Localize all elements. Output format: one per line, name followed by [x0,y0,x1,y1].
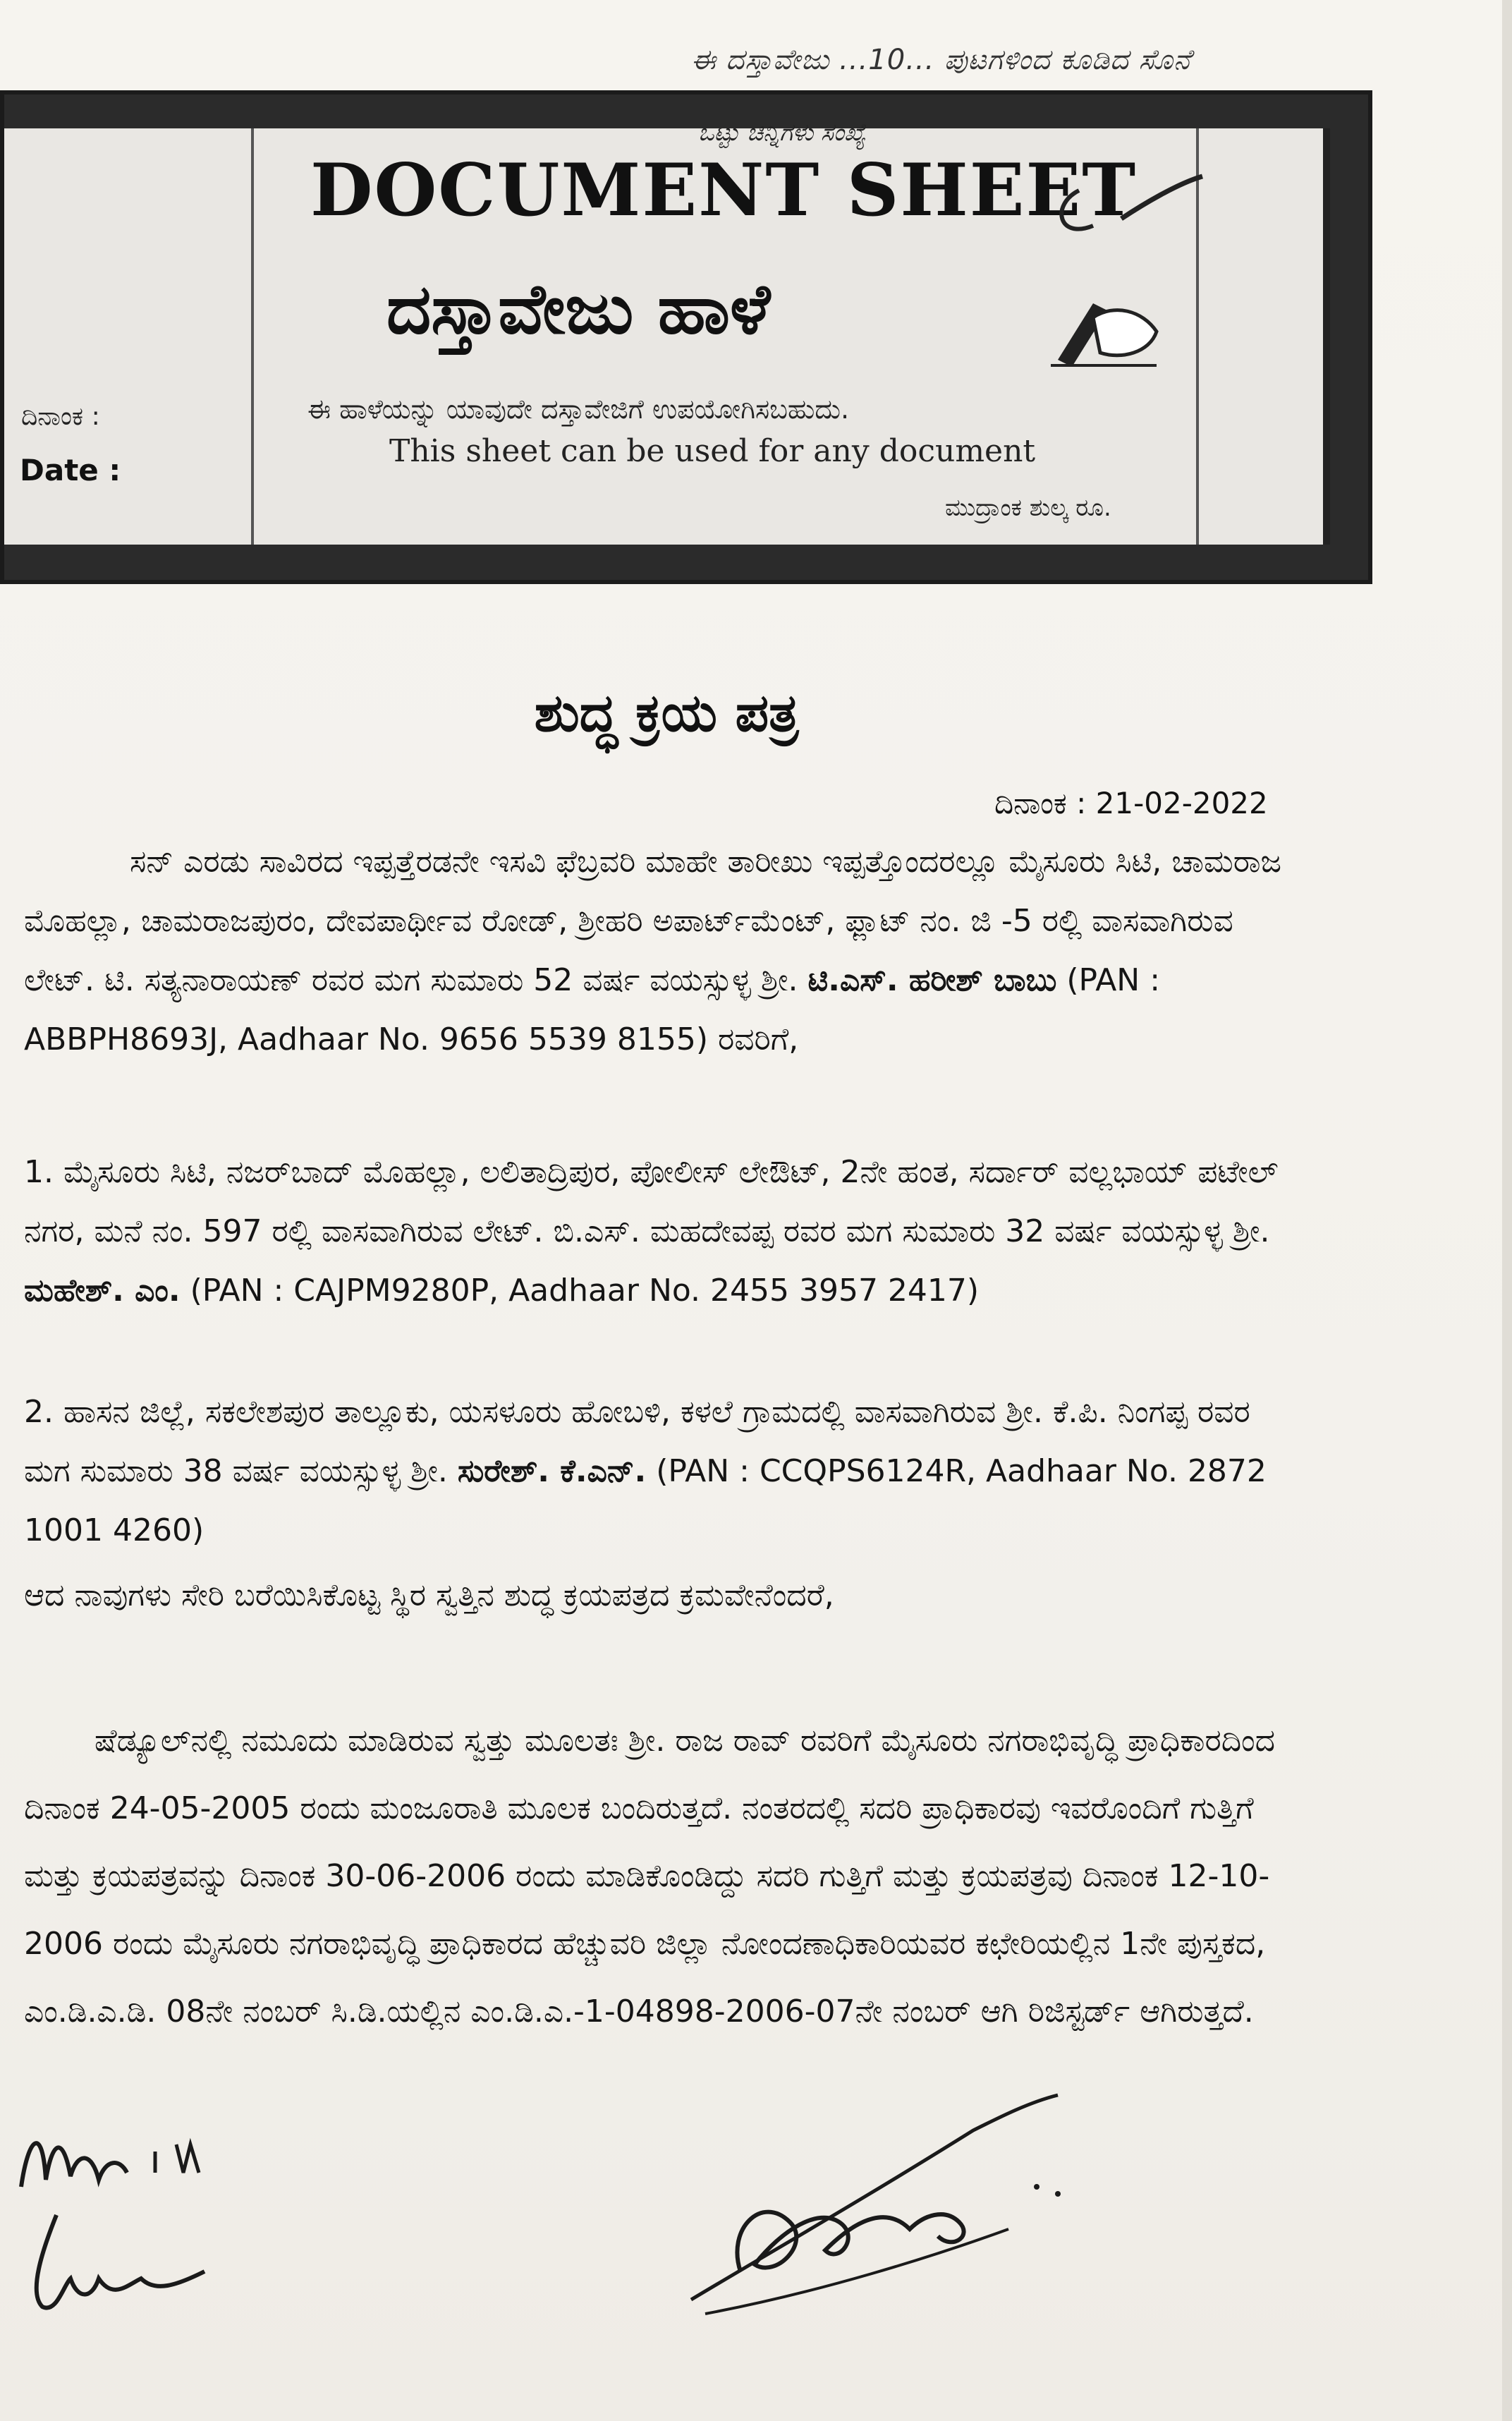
deed-paragraph-history: ಷೆಡ್ಯೂಲ್‌ನಲ್ಲಿ ನಮೂದು ಮಾಡಿರುವ ಸ್ವತ್ತು ಮೂಲತಃ ಶ್ರೀ. ರಾಜ ರಾವ್ ರವರಿಗೆ ಮೈಸೂರು ನಗರಾಭಿವೃದ್ಧಿ ಪ್ರಾಧಿಕಾರದಿಂದ ದಿನಾಂಕ 24-05-2005 ರಂದು ಮಂಜೂರಾತಿ ಮೂಲಕ ಬಂದಿರುತ್ತದೆ. ನಂತರದಲ್ಲಿ ಸದರಿ ಪ್ರಾಧಿಕಾರವು ಇವರೊಂದಿಗೆ ಗುತ್ತಿಗೆ ಮತ್ತು ಕ್ರಯಪತ್ರವನ್ನು ದಿನಾಂಕ 30-06-2006 ರಂದು ಮಾಡಿಕೊಂಡಿದ್ದು ಸದರಿ ಗುತ್ತಿಗೆ ಮತ್ತು ಕ್ರಯಪತ್ರವು ದಿನಾಂಕ 12-10-2006 ರಂದು ಮೈಸೂರು ನಗರಾಭಿವೃದ್ಧಿ ಪ್ರಾಧಿಕಾರದ ಹೆಚ್ಚುವರಿ ಜಿಲ್ಲಾ ನೋಂದಣಾಧಿಕಾರಿಯವರ ಕಛೇರಿಯಲ್ಲಿನ 1ನೇ ಪುಸ್ತಕದ, ಎಂ.ಡಿ.ಎ.ಡಿ. 08ನೇ ನಂಬರ್ ಸಿ.ಡಿ.ಯಲ್ಲಿನ ಎಂ.ಡಿ.ಎ.-1-04898-2006-07ನೇ ನಂಬರ್ ಆಗಿ ರಿಜಿಸ್ಟರ್ಡ್ ಆಗಿರುತ್ತದೆ. [24,1723,1276,2029]
deed-heading: ಶುದ್ಧ ಕ್ರಯ ಪತ್ರ [534,683,799,744]
deed-text: ಸನ್ ಎರಡು ಸಾವಿರದ ಇಪ್ಪತ್ತೆರಡನೇ ಇಸವಿ ಫೆಬ್ರವರಿ ಮಾಹೇ ತಾರೀಖು ಇಪ್ಪತ್ತೊಂದರಲ್ಲೂ ಮೈಸೂರು ಸಿಟಿ, ಚಾಮರಾಜ ಮೊಹಲ್ಲಾ, ಚಾಮರಾಜಪುರಂ, ದೇವಪಾರ್ಥೀವ ರೋಡ್, ಶ್ರೀಹರಿ ಅಪಾರ್ಟ್‌ಮೆಂಟ್, ಫ್ಲಾಟ್ ನಂ. ಜಿ -5 ರಲ್ಲಿ ವಾಸವಾಗಿರುವ ಲೇಟ್. ಟಿ. ಸತ್ಯನಾರಾಯಣ್ ರವರ ಮಗ ಸುಮಾರು 52 ವರ್ಷ ವಯಸ್ಸುಳ್ಳ ಶ್ರೀ. [24,844,1282,998]
deed-paragraph-seller-2 [24,1383,1293,1560]
seller-2-name: ಸುರೇಶ್. ಕೆ.ಎನ್. [457,1453,647,1489]
deed-text: (PAN : CAJPM9280P, Aadhaar No. 2455 3957 2417) [180,1273,980,1309]
banner-usage-note-kannada: ಈ ಹಾಳೆಯನ್ನು ಯಾವುದೇ ದಸ್ತಾವೇಜಿಗೆ ಉಪಯೋಗಿಸಬಹುದು. [307,394,850,425]
deed-date: ದಿನಾಂಕ : 21-02-2022 [994,786,1268,820]
seller-1-name: ಮಹೇಶ್. ಎಂ. [24,1273,181,1309]
stamp-duty-label: ಮುದ್ರಾಂಕ ಶುಲ್ಕ ರೂ. [945,494,1111,522]
handwritten-signature-icon [14,2109,240,2335]
banner-usage-note-english: This sheet can be used for any document [389,433,1036,469]
deed-text: (PAN : ABBPH8693J, Aadhaar No. 9656 5539 8155) ರವರಿಗೆ, [24,962,1161,1057]
banner-date-label-english: Date : [20,453,121,487]
deed-paragraph-seller-1 [24,1143,1293,1321]
purchaser-name: ಟಿ.ಎಸ್. ಹರೀಶ್ ಬಾಬು [807,962,1057,998]
page-edge [1502,0,1512,2421]
banner-title-english: DOCUMENT SHEET [310,148,1138,233]
handwritten-signature-icon [677,2088,1072,2321]
deed-paragraph-purchaser [24,832,1293,1069]
banner-handwritten-subnote: ಒಟ್ಟು ಚಿನ್ನಿಗಳು ಸಂಖ್ಯೆ [698,119,866,147]
deed-text: (PAN : CCQPS6124R, Aadhaar No. 2872 1001 4260) [24,1453,1267,1548]
deed-paragraph-intro: ಆದ ನಾವುಗಳು ಸೇರಿ ಬರೆಯಿಸಿಕೊಟ್ಟ ಸ್ಥಿರ ಸ್ವತ್ತಿನ ಶುದ್ಧ ಕ್ರಯಪತ್ರದ ಕ್ರಮವೇನೆಂದರೆ, [24,1577,834,1613]
handwritten-page-count-note: ಈ ದಸ್ತಾವೇಜು ...10... ಪುಟಗಳಿಂದ ಕೂಡಿದ ಸೊನೆ [691,44,1191,76]
banner-title-kannada: ದಸ್ತಾವೇಜು ಹಾಳೆ [386,269,771,350]
writing-hand-icon [1044,275,1164,374]
banner-date-label-kannada: ದಿನಾಂಕ : [21,402,100,431]
tick-mark-icon [1037,162,1206,247]
deed-text: 1. ಮೈಸೂರು ಸಿಟಿ, ನಜರ್‌ಬಾದ್ ಮೊಹಲ್ಲಾ, ಲಲಿತಾದ್ರಿಪುರ, ಪೋಲೀಸ್ ಲೇಔಟ್, 2ನೇ ಹಂತ, ಸರ್ದಾರ್ ವಲ್ಲಭಾಯ್ ಪಟೇಲ್ ನಗರ, ಮನೆ ನಂ. 597 ರಲ್ಲಿ ವಾಸವಾಗಿರುವ ಲೇಟ್. ಬಿ.ಎಸ್. ಮಹದೇವಪ್ಪ ರವರ ಮಗ ಸುಮಾರು 32 ವರ್ಷ ವಯಸ್ಸುಳ್ಳ ಶ್ರೀ. [24,1154,1279,1249]
banner-divider-left [251,128,254,545]
deed-text: 2. ಹಾಸನ ಜಿಲ್ಲೆ, ಸಕಲೇಶಪುರ ತಾಲ್ಲೂಕು, ಯಸಳೂರು ಹೋಬಳಿ, ಕಳಲೆ ಗ್ರಾಮದಲ್ಲಿ ವಾಸವಾಗಿರುವ ಶ್ರೀ. ಕೆ.ಪಿ. ನಿಂಗಪ್ಪ ರವರ ಮಗ ಸುಮಾರು 38 ವರ್ಷ ವಯಸ್ಸುಳ್ಳ ಶ್ರೀ. [24,1394,1250,1489]
